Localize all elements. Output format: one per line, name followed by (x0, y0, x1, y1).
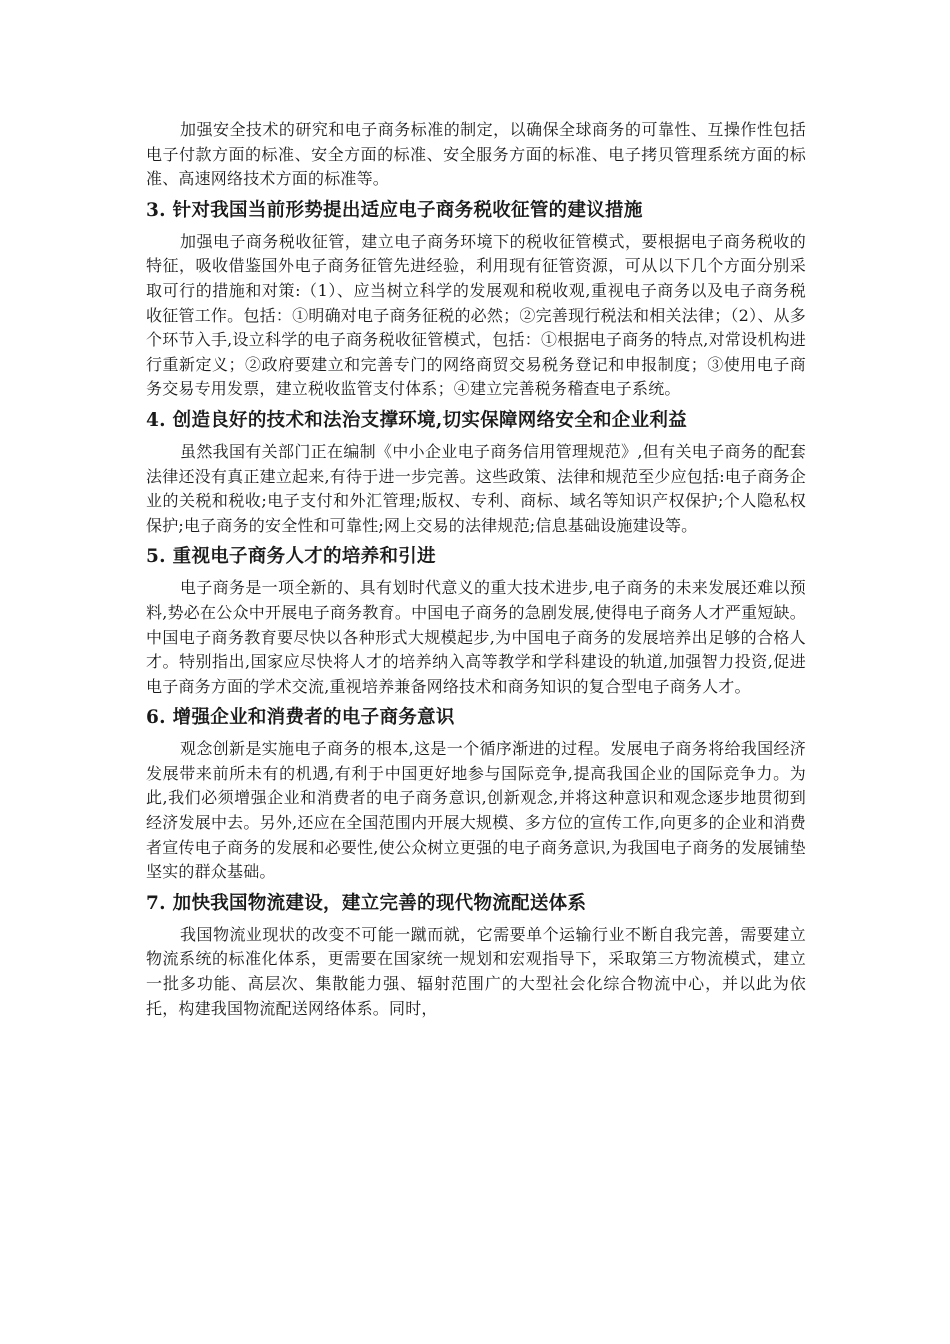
section-heading: 7. 加快我国物流建设，建立完善的现代物流配送体系 (146, 892, 587, 914)
body-paragraph: 电子商务是一项全新的、具有划时代意义的重大技术进步,电子商务的未来发展还难以预料,势必在公众中开展电子商务教育。中国电子商务的急剧发展,使得电子商务人才严重短缺。中国电子商务教育要尽快以各种形式大规模起步,为中国电子商务的发展培养出足够的合格人才。特别指出,国家应尽快将人才的培养纳入高等教学和学科建设的轨道,加强智力投资,促进电子商务方面的学术交流,重视培养兼备网络技术和商务知识的复合型电子商务人才。 (146, 578, 806, 696)
section-heading: 4. 创造良好的技术和法治支撑环境,切实保障网络安全和企业利益 (146, 409, 687, 431)
body-paragraph: 加强电子商务税收征管，建立电子商务环境下的税收征管模式，要根据电子商务税收的特征，吸收借鉴国外电子商务征管先进经验，利用现有征管资源，可从以下几个方面分别采取可行的措施和对策:（1）、应当树立科学的发展观和税收观,重视电子商务以及电子商务税收征管工作。包括：①明确对电子商务征税的必然；②完善现行税法和相关法律；（2）、从多个环节入手,设立科学的电子商务税收征管模式，包括：①根据电子商务的特点,对常设机构进行重新定义；②政府要建立和完善专门的网络商贸交易税务登记和申报制度；③使用电子商务交易专用发票，建立税收监管支付体系；④建立完善税务稽查电子系统。 (146, 231, 806, 399)
body-paragraph: 加强安全技术的研究和电子商务标准的制定，以确保全球商务的可靠性、互操作性包括电子付款方面的标准、安全方面的标准、安全服务方面的标准、电子拷贝管理系统方面的标准、高速网络技术方面的标准等。 (146, 120, 806, 189)
section-heading: 3. 针对我国当前形势提出适应电子商务税收征管的建议措施 (146, 199, 643, 221)
body-paragraph: 我国物流业现状的改变不可能一蹴而就，它需要单个运输行业不断自我完善，需要建立物流系统的标准化体系，更需要在国家统一规划和宏观指导下，采取第三方物流模式，建立一批多功能、高层次、集散能力强、辐射范围广的大型社会化综合物流中心，并以此为依托，构建我国物流配送网络体系。同时， (146, 924, 806, 1018)
body-paragraph: 虽然我国有关部门正在编制《中小企业电子商务信用管理规范》,但有关电子商务的配套法律还没有真正建立起来,有待于进一步完善。这些政策、法律和规范至少应包括:电子商务企业的关税和税收;电子支付和外汇管理;版权、专利、商标、域名等知识产权保护;个人隐私权保护;电子商务的安全性和可靠性;网上交易的法律规范;信息基础设施建设等。 (146, 441, 806, 535)
body-paragraph: 观念创新是实施电子商务的根本,这是一个循序渐进的过程。发展电子商务将给我国经济发展带来前所未有的机遇,有利于中国更好地参与国际竞争,提高我国企业的国际竞争力。为此,我们必须增强企业和消费者的电子商务意识,创新观念,并将这种意识和观念逐步地贯彻到经济发展中去。另外,还应在全国范围内开展大规模、多方位的宣传工作,向更多的企业和消费者宣传电子商务的发展和必要性,使公众树立更强的电子商务意识,为我国电子商务的发展铺垫坚实的群众基础。 (146, 739, 806, 882)
document-page (146, 118, 806, 1021)
section-heading: 5. 重视电子商务人才的培养和引进 (146, 546, 436, 568)
section-heading: 6. 增强企业和消费者的电子商务意识 (146, 707, 455, 729)
